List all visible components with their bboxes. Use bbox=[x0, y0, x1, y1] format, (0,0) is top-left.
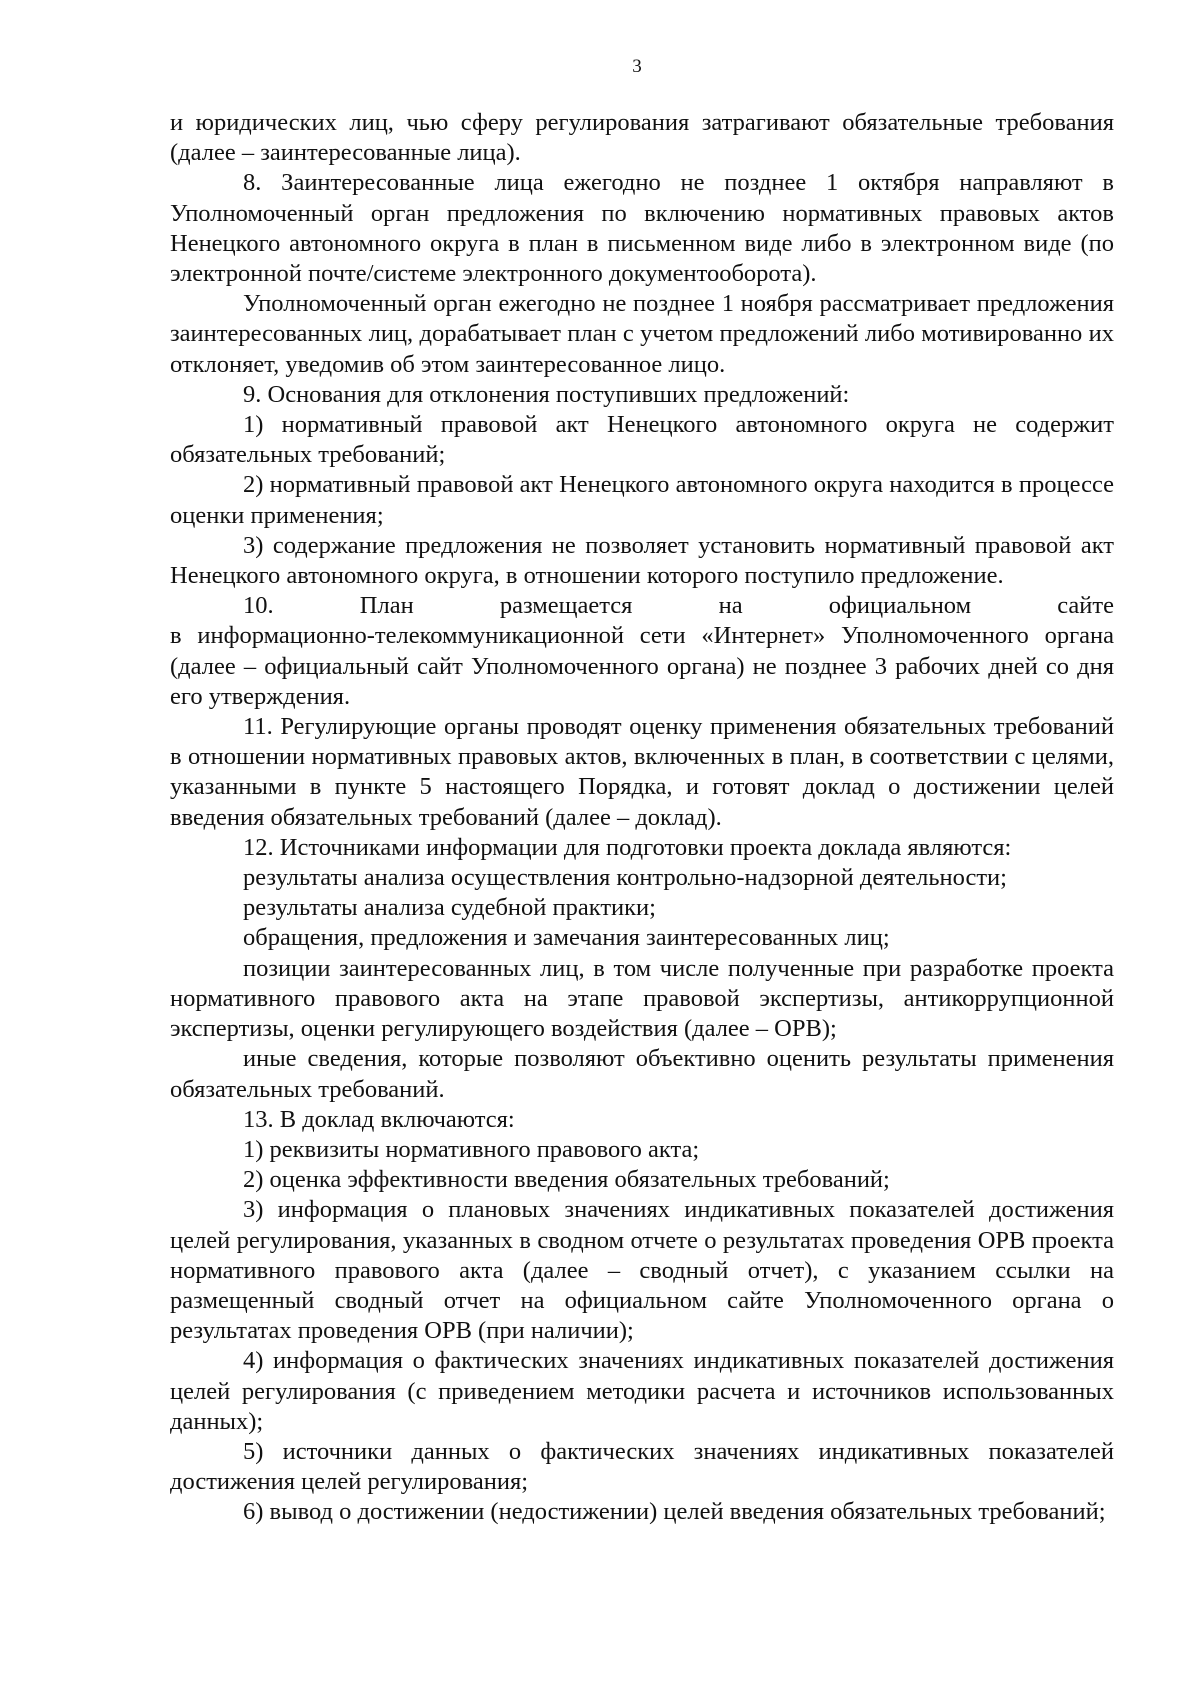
document-body bbox=[170, 108, 1114, 1528]
paragraph: 4) информация о фактических значениях индикативных показателей достижения целей регулирования (с приведением методики расчета и источников использованных данных); bbox=[170, 1347, 1114, 1435]
paragraph: и юридических лиц, чью сферу регулирования затрагивают обязательные требования (далее – заинтересованные лица). bbox=[170, 109, 1114, 167]
paragraph: 2) оценка эффективности введения обязательных требований; bbox=[243, 1166, 890, 1194]
paragraph: 1) реквизиты нормативного правового акта; bbox=[243, 1135, 700, 1163]
paragraph: 1) нормативный правовой акт Ненецкого автономного округа не содержит обязательных требований; bbox=[170, 411, 1114, 469]
paragraph: результаты анализа осуществления контрольно-надзорной деятельности; bbox=[243, 864, 1007, 892]
page-number: 3 bbox=[632, 56, 642, 77]
paragraph: 6) вывод о достижении (недостижении) целей введения обязательных требований; bbox=[243, 1498, 1106, 1526]
paragraph: 11. Регулирующие органы проводят оценку применения обязательных требований в отношении нормативных правовых актов, включенных в план, в соответствии с целями, указанными в пункте 5 настоящего Порядка, и готовят доклад о достижении целей введения обязательных требований (далее – доклад). bbox=[170, 713, 1114, 831]
paragraph: обращения, предложения и замечания заинтересованных лиц; bbox=[243, 924, 890, 952]
paragraph: 12. Источниками информации для подготовки проекта доклада являются: bbox=[243, 833, 1012, 861]
paragraph: иные сведения, которые позволяют объективно оценить результаты применения обязательных требований. bbox=[170, 1045, 1114, 1103]
paragraph: 10. План размещается на официальном сайте bbox=[243, 592, 1114, 620]
paragraph: 9. Основания для отклонения поступивших предложений: bbox=[243, 380, 850, 408]
paragraph: позиции заинтересованных лиц, в том числе полученные при разработке проекта нормативного правового акта на этапе правовой экспертизы, антикоррупционной экспертизы, оценки регулирующего воздействия (далее – ОРВ); bbox=[170, 954, 1114, 1043]
paragraph: 3) содержание предложения не позволяет установить нормативный правовой акт Ненецкого автономного округа, в отношении которого поступило предложение. bbox=[170, 531, 1114, 590]
paragraph: 5) источники данных о фактических значениях индикативных показателей достижения целей регулирования; bbox=[170, 1437, 1114, 1496]
paragraph: 2) нормативный правовой акт Ненецкого автономного округа находится в процессе оценки применения; bbox=[170, 471, 1114, 529]
paragraph: 13. В доклад включаются: bbox=[243, 1105, 515, 1133]
paragraph: 3) информация о плановых значениях индикативных показателей достижения целей регулирования, указанных в сводном отчете о результатах проведения ОРВ проекта нормативного правового акта (далее – сводный отчет), с указанием ссылки на размещенный сводный отчет на официальном сайте Уполномоченного органа о результатах проведения ОРВ (при наличии); bbox=[170, 1196, 1114, 1345]
paragraph: результаты анализа судебной практики; bbox=[243, 894, 656, 922]
paragraph: 8. Заинтересованные лица ежегодно не позднее 1 октября направляют в Уполномоченный орган предложения по включению нормативных правовых актов Ненецкого автономного округа в план в письменном виде либо в электронном виде (по электронной почте/системе электронного документооборота). bbox=[170, 169, 1114, 288]
paragraph: в информационно-телекоммуникационной сети «Интернет» Уполномоченного органа (далее – официальный сайт Уполномоченного органа) не позднее 3 рабочих дней со дня его утверждения. bbox=[170, 622, 1114, 710]
paragraph: Уполномоченный орган ежегодно не позднее 1 ноября рассматривает предложения заинтересованных лиц, дорабатывает план с учетом предложений либо мотивированно их отклоняет, уведомив об этом заинтересованное лицо. bbox=[170, 290, 1114, 378]
